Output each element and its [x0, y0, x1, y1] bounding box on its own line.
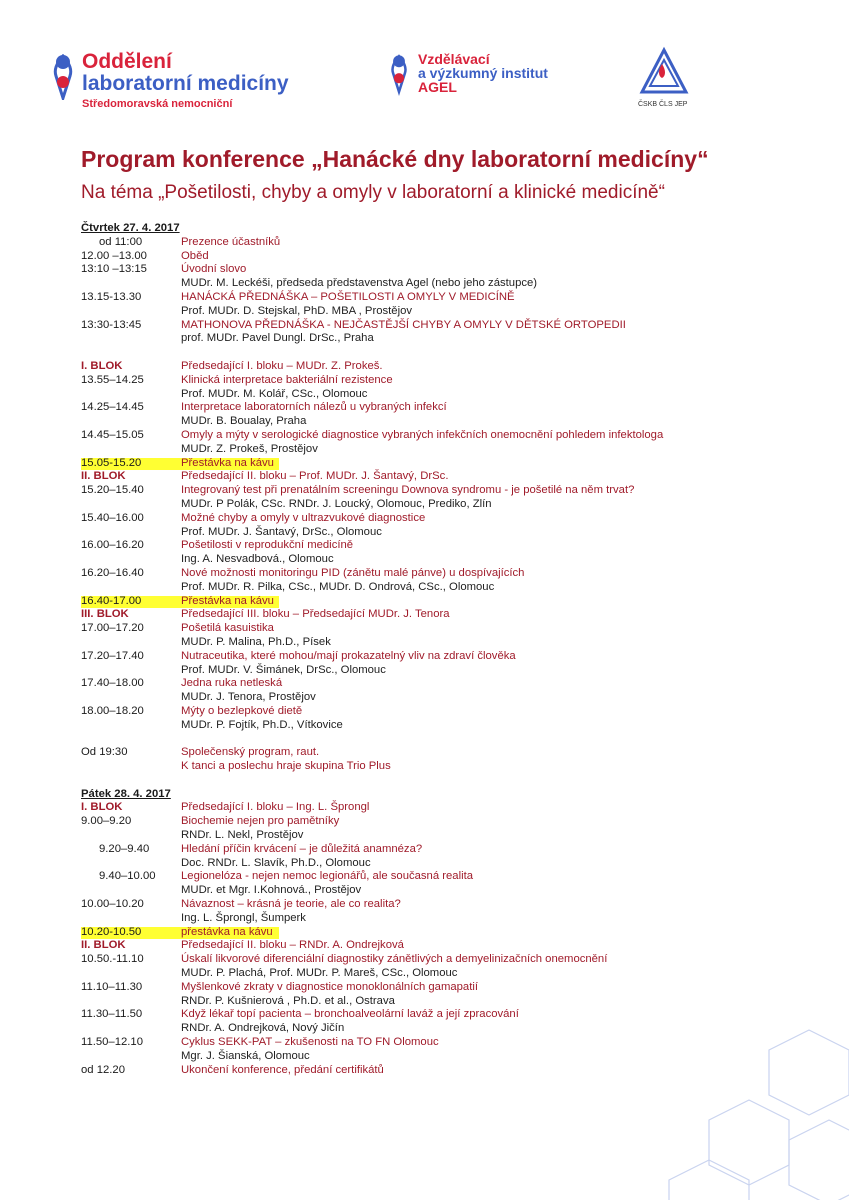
- speaker-row: [81, 388, 781, 402]
- speaker-row: [81, 636, 781, 650]
- day-heading: [81, 788, 781, 802]
- row-title: Přestávka na kávu: [181, 594, 274, 607]
- row-title: Integrovaný test při prenatálním screeningu Downova syndromu - je pošetilé na něm trvat?: [181, 484, 635, 497]
- block-heading: [81, 470, 781, 484]
- schedule-row: [81, 484, 781, 498]
- row-speaker: RNDr. P. Kušnierová , Ph.D. et al., Ostrava: [181, 994, 395, 1007]
- row-speaker: Ing. A. Nesvadbová., Olomouc: [181, 553, 334, 566]
- schedule-row: [81, 539, 781, 553]
- row-time: 11.30–11.50: [81, 1008, 143, 1021]
- row-speaker: Prof. MUDr. D. Stejskal, PhD. MBA , Prostějov: [181, 304, 413, 317]
- logo-laboratory-department: [50, 50, 350, 120]
- row-title: Když lékař topí pacienta – bronchoalveolární laváž a její zpracování: [181, 1008, 519, 1021]
- row-title: Biochemie nejen pro pamětníky: [181, 815, 340, 828]
- cskb-triangle-icon: [638, 46, 690, 98]
- coffee-break-row: [81, 457, 781, 471]
- row-title: Předsedající I. bloku – MUDr. Z. Prokeš.: [181, 359, 383, 372]
- logo-mid-line3: AGEL: [418, 79, 457, 95]
- row-time: 11.10–11.30: [81, 980, 143, 993]
- logo-left-line2: laboratorní medicíny: [82, 72, 289, 95]
- row-time: 15.20–15.40: [81, 484, 144, 497]
- row-time: Čtvrtek 27. 4. 2017: [81, 222, 180, 234]
- speaker-row: [81, 305, 781, 319]
- schedule-row: [81, 705, 781, 719]
- schedule-row: [81, 263, 781, 277]
- row-time: od 12.20: [81, 1063, 125, 1076]
- row-title: HANÁCKÁ PŘEDNÁŠKA – POŠETILOSTI A OMYLY V MEDICÍNĚ: [181, 290, 515, 303]
- row-time: 12.00 –13.00: [81, 249, 147, 262]
- block-heading: [81, 360, 781, 374]
- row-title: Úskalí likvorové diferenciální diagnostiky zánětlivých a demyelinizačních onemocnění: [181, 953, 608, 966]
- row-title: Předsedající II. bloku – RNDr. A. Ondrejková: [181, 939, 404, 952]
- schedule-row: [81, 677, 781, 691]
- schedule-row: [81, 746, 781, 760]
- spacer: [81, 774, 781, 788]
- row-speaker: Ing. L. Šprongl, Šumperk: [181, 911, 306, 924]
- row-time: I. BLOK: [81, 801, 123, 814]
- row-title: Legionelóza - nejen nemoc legionářů, ale současná realita: [181, 870, 474, 883]
- agel-drop-icon: [388, 52, 410, 96]
- row-title: Úvodní slovo: [181, 263, 247, 276]
- row-time: II. BLOK: [81, 470, 126, 483]
- row-speaker: Prof. MUDr. V. Šimánek, DrSc., Olomouc: [181, 663, 386, 676]
- row-title: Pošetilosti v reprodukční medicíně: [181, 539, 354, 552]
- row-time: III. BLOK: [81, 608, 129, 621]
- row-time: 13.55–14.25: [81, 373, 144, 386]
- row-time: 9.40–10.00: [99, 870, 156, 883]
- row-time: 15.40–16.00: [81, 511, 144, 524]
- row-speaker: RNDr. A. Ondrejková, Nový Jičín: [181, 1022, 345, 1035]
- row-speaker: MUDr. P. Fojtík, Ph.D., Vítkovice: [181, 718, 343, 731]
- row-time: 9.00–9.20: [81, 815, 132, 828]
- schedule-row: [81, 843, 781, 857]
- row-time: 13:10 –13:15: [81, 263, 147, 276]
- row-title: Předsedající I. bloku – Ing. L. Šprongl: [181, 801, 370, 814]
- row-time: I. BLOK: [81, 359, 123, 372]
- page-subtitle: Na téma „Pošetilosti, chyby a omyly v laboratorní a klinické medicíně“: [81, 182, 665, 203]
- row-title: Oběd: [181, 249, 209, 262]
- schedule-row: [81, 898, 781, 912]
- schedule-row: [81, 953, 781, 967]
- row-title: Předsedající III. bloku – Předsedající MUDr. J. Tenora: [181, 608, 450, 621]
- logo-cskb: [634, 46, 694, 116]
- row-title: Předsedající II. bloku – Prof. MUDr. J. Šantavý, DrSc.: [181, 470, 449, 483]
- row-title: Přestávka na kávu: [181, 456, 274, 469]
- spacer: [81, 346, 781, 360]
- speaker-row: [81, 857, 781, 871]
- schedule-row: [81, 291, 781, 305]
- row-time: 17.00–17.20: [81, 622, 144, 635]
- speaker-row: [81, 829, 781, 843]
- row-title: Návaznost – krásná je teorie, ale co realita?: [181, 898, 401, 911]
- row-title: Hledání příčin krvácení – je důležitá anamnéza?: [181, 842, 423, 855]
- speaker-row: [81, 884, 781, 898]
- row-time: 9.20–9.40: [99, 842, 150, 855]
- speaker-row: [81, 995, 781, 1009]
- row-title: Společenský program, raut.: [181, 746, 320, 759]
- row-time: II. BLOK: [81, 939, 126, 952]
- schedule-row: [81, 650, 781, 664]
- row-title: Interpretace laboratorních nálezů u vybraných infekcí: [181, 401, 447, 414]
- block-heading: [81, 608, 781, 622]
- schedule-row: [81, 567, 781, 581]
- day-heading: [81, 222, 781, 236]
- row-title: Mýty o bezlepkové dietě: [181, 704, 303, 717]
- logo-mid-line1: Vzdělávací: [418, 51, 490, 67]
- row-title: Ukončení konference, předání certifikátů: [181, 1063, 384, 1076]
- speaker-row: [81, 332, 781, 346]
- row-speaker: MUDr. M. Leckéši, předseda představenstva Agel (nebo jeho zástupce): [181, 277, 538, 290]
- speaker-row: [81, 498, 781, 512]
- row-speaker: MUDr. P. Malina, Ph.D., Písek: [181, 635, 331, 648]
- logo-left-line1: Oddělení: [82, 50, 172, 73]
- speaker-row: [81, 691, 781, 705]
- coffee-break-row: [81, 595, 781, 609]
- row-time: 10.50.-11.10: [81, 953, 144, 966]
- row-speaker: Prof. MUDr. R. Pilka, CSc., MUDr. D. Ondrová, CSc., Olomouc: [181, 580, 495, 593]
- block-heading: [81, 939, 781, 953]
- schedule-row: [81, 870, 781, 884]
- speaker-row: [81, 443, 781, 457]
- row-title: Možné chyby a omyly v ultrazvukové diagnostice: [181, 511, 426, 524]
- schedule-row: [81, 319, 781, 333]
- row-title: Pošetilá kasuistika: [181, 622, 274, 635]
- row-time: 13.15-13.30: [81, 290, 142, 303]
- speaker-row: [81, 912, 781, 926]
- schedule-row: [81, 815, 781, 829]
- program-schedule: [81, 222, 781, 1077]
- speaker-row: [81, 553, 781, 567]
- logo-left-line3: Středomoravská nemocniční: [82, 98, 233, 110]
- row-time: 14.25–14.45: [81, 401, 144, 414]
- lab-drop-icon: [50, 54, 76, 100]
- speaker-row: [81, 415, 781, 429]
- row-time: 13:30-13:45: [81, 318, 142, 331]
- row-title: K tanci a poslechu hraje skupina Trio Plus: [181, 760, 391, 773]
- row-title: přestávka na kávu: [181, 925, 273, 938]
- row-time: 17.20–17.40: [81, 649, 144, 662]
- speaker-row: [81, 664, 781, 678]
- row-title: Jedna ruka netleská: [181, 677, 283, 690]
- row-title: MATHONOVA PŘEDNÁŠKA - NEJČASTĚJŠÍ CHYBY A OMYLY V DĚTSKÉ ORTOPEDII: [181, 318, 626, 331]
- row-title: Nutraceutika, které mohou/mají prokazatelný vliv na zdraví člověka: [181, 649, 516, 662]
- speaker-row: [81, 581, 781, 595]
- coffee-break-row: [81, 926, 781, 940]
- row-time: 16.20–16.40: [81, 566, 144, 579]
- logo-right-label: ČSKB ČLS JEP: [638, 101, 688, 108]
- row-time: 10.00–10.20: [81, 898, 144, 911]
- row-time: 14.45–15.05: [81, 428, 144, 441]
- row-speaker: Prof. MUDr. M. Kolář, CSc., Olomouc: [181, 387, 368, 400]
- row-title: Omyly a mýty v serologické diagnostice vybraných infekčních onemocnění pohledem infektologa: [181, 428, 664, 441]
- block-heading: [81, 801, 781, 815]
- row-speaker: Doc. RNDr. L. Slavík, Ph.D., Olomouc: [181, 856, 371, 869]
- row-speaker: MUDr. B. Boualay, Praha: [181, 415, 307, 428]
- hexagon-decoration-icon: [649, 1010, 849, 1200]
- row-title: Myšlenkové zkraty v diagnostice monoklonálních gamapatií: [181, 980, 479, 993]
- schedule-row: [81, 512, 781, 526]
- speaker-row: [81, 967, 781, 981]
- schedule-row: [81, 622, 781, 636]
- row-speaker: Prof. MUDr. J. Šantavý, DrSc., Olomouc: [181, 525, 382, 538]
- row-title: Klinická interpretace bakteriální rezistence: [181, 373, 393, 386]
- schedule-row: [81, 760, 781, 774]
- row-title: Cyklus SEKK-PAT – zkušenosti na TO FN Olomouc: [181, 1036, 439, 1049]
- row-speaker: MUDr. et Mgr. I.Kohnová., Prostějov: [181, 884, 362, 897]
- speaker-row: [81, 719, 781, 733]
- row-time: od 11:00: [99, 235, 143, 248]
- speaker-row: [81, 277, 781, 291]
- schedule-row: [81, 429, 781, 443]
- row-speaker: RNDr. L. Nekl, Prostějov: [181, 829, 304, 842]
- schedule-row: [81, 981, 781, 995]
- row-time: 10.20-10.50: [81, 925, 142, 938]
- row-title: Nové možnosti monitoringu PID (zánětu malé pánve) u dospívajících: [181, 566, 525, 579]
- row-time: 15.05-15.20: [81, 456, 142, 469]
- logo-mid-line2: a výzkumný institut: [418, 65, 548, 81]
- row-speaker: MUDr. Z. Prokeš, Prostějov: [181, 442, 318, 455]
- schedule-row: [81, 236, 781, 250]
- row-title: Prezence účastníků: [181, 235, 281, 248]
- row-speaker: MUDr. J. Tenora, Prostějov: [181, 691, 316, 704]
- schedule-row: [81, 401, 781, 415]
- row-speaker: prof. MUDr. Pavel Dungl. DrSc., Praha: [181, 332, 374, 345]
- row-time: 16.40-17.00: [81, 594, 142, 607]
- schedule-row: [81, 250, 781, 264]
- spacer: [81, 732, 781, 746]
- row-time: Od 19:30: [81, 746, 128, 759]
- row-speaker: Mgr. J. Šianská, Olomouc: [181, 1049, 310, 1062]
- row-time: 11.50–12.10: [81, 1036, 143, 1049]
- row-time: 17.40–18.00: [81, 677, 144, 690]
- row-time: 18.00–18.20: [81, 704, 144, 717]
- row-speaker: MUDr. P. Plachá, Prof. MUDr. P. Mareš, CSc., Olomouc: [181, 967, 458, 980]
- row-time: Pátek 28. 4. 2017: [81, 787, 171, 800]
- row-speaker: MUDr. P Polák, CSc. RNDr. J. Loucký, Olomouc, Prediko, Zlín: [181, 497, 492, 510]
- schedule-row: [81, 374, 781, 388]
- row-time: 16.00–16.20: [81, 539, 144, 552]
- logo-agel-institute: [388, 52, 598, 112]
- speaker-row: [81, 526, 781, 540]
- page-title: Program konference „Hanácké dny laboratorní medicíny“: [81, 146, 709, 172]
